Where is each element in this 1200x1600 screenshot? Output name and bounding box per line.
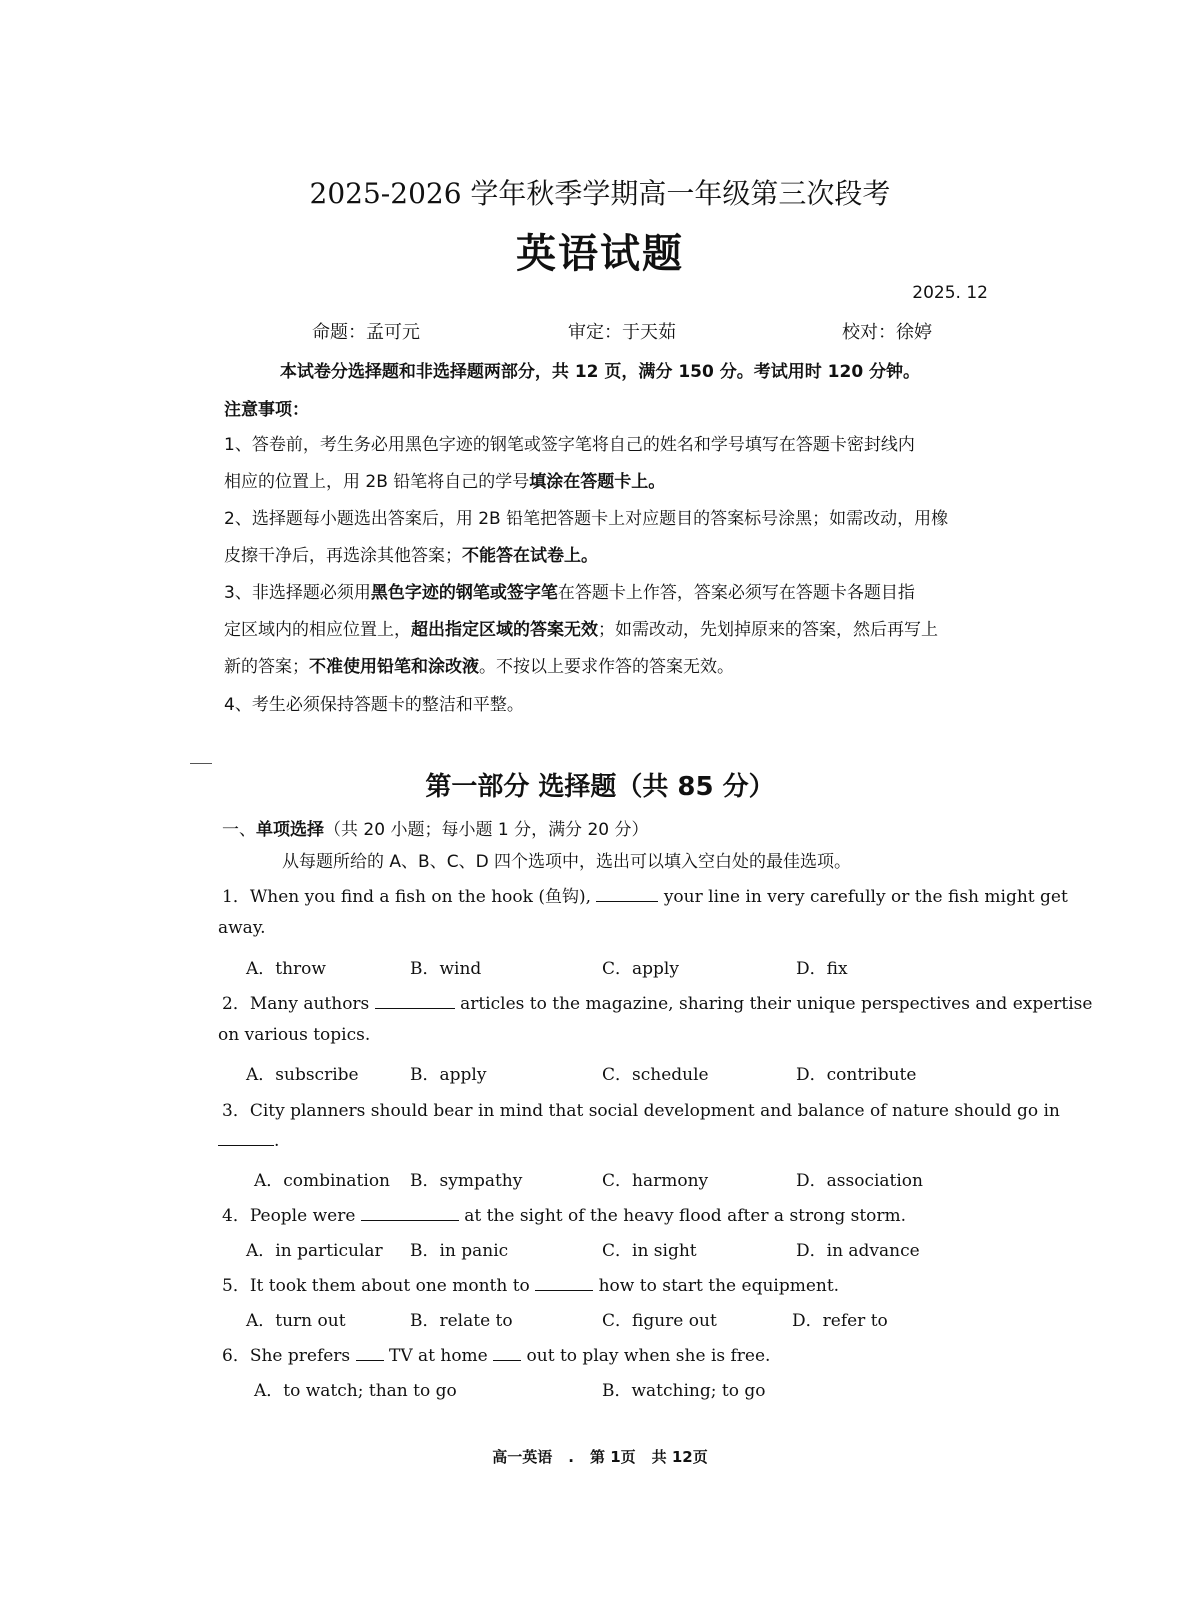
q1-option-a: A．throw (246, 959, 326, 979)
question-2 (222, 989, 1092, 1014)
note-4: 4、考生必须保持答题卡的整洁和平整。 (224, 695, 524, 715)
footer-subject: 高一英语 (492, 1448, 553, 1466)
question-text: People were (249, 1206, 361, 1226)
question-text: articles to the magazine, sharing their unique perspectives and expertise (454, 994, 1093, 1014)
question-6 (222, 1341, 770, 1366)
note-1-text: 相应的位置上，用 2B 铅笔将自己的学号 (224, 472, 530, 492)
answer-blank (361, 1206, 459, 1221)
question-text: at the sight of the heavy flood after a strong storm. (458, 1206, 907, 1226)
answer-blank (493, 1346, 521, 1361)
q4-option-b: B．in panic (410, 1241, 509, 1261)
question-text: . (274, 1131, 280, 1151)
question-text: It took them about one month to (249, 1276, 536, 1296)
answer-blank (356, 1346, 384, 1361)
note-3-text-d: ；如需改动，先划掉原来的答案，然后再写上 (598, 620, 938, 640)
exam-subtitle: 2025-2026 学年秋季学期高一年级第三次段考 (309, 177, 891, 210)
note-2-line-2 (224, 541, 598, 566)
note-2-text: 皮擦干净后，再选涂其他答案； (224, 546, 462, 566)
q4-option-d: D．in advance (796, 1241, 920, 1261)
note-3-bold-c: 不准使用铅笔和涂改液 (309, 657, 479, 677)
question-number: 6． (222, 1346, 250, 1366)
question-text: City planners should bear in mind that social development and balance of nature should go in (249, 1101, 1060, 1121)
question-text: out to play when she is free. (521, 1346, 771, 1366)
q1-option-b: B．wind (410, 959, 482, 979)
q5-option-b: B．relate to (410, 1311, 513, 1331)
section-prefix: 一、 (222, 820, 256, 840)
proofreader-credit: 校对：徐婷 (842, 322, 932, 343)
note-3-text-e: 新的答案； (224, 657, 309, 677)
question-2-continued: on various topics. (218, 1025, 371, 1045)
question-3-continued (218, 1131, 279, 1151)
question-text: She prefers (249, 1346, 356, 1366)
q2-option-b: B．apply (410, 1065, 487, 1085)
question-3 (222, 1096, 1060, 1121)
q5-option-d: D．refer to (792, 1311, 888, 1331)
answer-blank (375, 994, 455, 1009)
question-text: TV at home (383, 1346, 494, 1366)
question-number: 2． (222, 994, 250, 1014)
q2-option-d: D．contribute (796, 1065, 917, 1085)
q5-option-c: C．figure out (602, 1311, 717, 1331)
question-text: how to start the equipment. (593, 1276, 840, 1296)
exam-date: 2025. 12 (912, 283, 988, 303)
note-2-line-1: 2、选择题每小题选出答案后，用 2B 铅笔把答题卡上对应题目的答案标号涂黑；如需改动，用橡 (224, 509, 949, 529)
note-3-line-2 (224, 615, 938, 640)
note-3-line-1 (224, 578, 915, 603)
note-3-text-c: 定区域内的相应位置上， (224, 620, 411, 640)
question-1-continued: away. (218, 918, 266, 938)
reviewer-credit: 审定：于天茹 (568, 322, 676, 343)
notes-title: 注意事项： (224, 400, 309, 420)
question-text: When you find a fish on the hook (鱼钩), (249, 887, 597, 907)
section-detail: （共 20 小题；每小题 1 分，满分 20 分） (324, 820, 649, 840)
q3-option-b: B．sympathy (410, 1171, 523, 1191)
q3-option-a: A．combination (254, 1171, 391, 1191)
page-footer (0, 1446, 1200, 1467)
q4-option-c: C．in sight (602, 1241, 697, 1261)
q1-option-d: D．fix (796, 959, 848, 979)
section-1-heading (222, 815, 649, 840)
exam-intro: 本试卷分选择题和非选择题两部分，共 12 页，满分 150 分。考试用时 120 分钟。 (279, 362, 921, 382)
question-text: your line in very carefully or the fish might get (658, 887, 1068, 907)
section-1-instruction: 从每题所给的 A、B、C、D 四个选项中，选出可以填入空白处的最佳选项。 (282, 852, 852, 872)
note-1-line-2 (224, 467, 665, 492)
note-3-text-a: 3、非选择题必须用 (224, 583, 371, 603)
answer-blank (218, 1131, 274, 1146)
question-number: 1． (222, 887, 250, 907)
q5-option-a: A．turn out (246, 1311, 346, 1331)
footer-page: 第 1页 (589, 1448, 636, 1466)
answer-blank (596, 887, 658, 902)
question-1 (222, 882, 1068, 907)
scan-mark (190, 763, 212, 764)
question-4 (222, 1201, 906, 1226)
q1-option-c: C．apply (602, 959, 679, 979)
q4-option-a: A．in particular (246, 1241, 383, 1261)
question-text: Many authors (249, 994, 375, 1014)
q2-option-c: C．schedule (602, 1065, 709, 1085)
q3-option-c: C．harmony (602, 1171, 709, 1191)
section-name: 单项选择 (256, 820, 324, 840)
footer-total: 共 12页 (651, 1448, 708, 1466)
note-1-bold: 填涂在答题卡上。 (529, 472, 666, 492)
part-1-title: 第一部分 选择题（共 85 分） (425, 772, 775, 802)
q3-option-d: D．association (796, 1171, 923, 1191)
exam-title: 英语试题 (516, 230, 684, 277)
note-2-bold: 不能答在试卷上。 (462, 546, 598, 566)
footer-dot: . (568, 1448, 574, 1466)
note-3-line-3 (224, 652, 734, 677)
q2-option-a: A．subscribe (246, 1065, 359, 1085)
question-number: 3． (222, 1101, 250, 1121)
note-1-line-1: 1、答卷前，考生务必用黑色字迹的钢笔或签字笔将自己的姓名和学号填写在答题卡密封线内 (224, 435, 915, 455)
question-number: 4． (222, 1206, 250, 1226)
note-3-bold-b: 超出指定区域的答案无效 (411, 620, 598, 640)
q6-option-b: B．watching; to go (602, 1381, 766, 1401)
answer-blank (535, 1276, 593, 1291)
note-3-text-f: 。不按以上要求作答的答案无效。 (479, 657, 734, 677)
q6-option-a: A．to watch; than to go (254, 1381, 457, 1401)
note-3-text-b: 在答题卡上作答，答案必须写在答题卡各题目指 (557, 583, 915, 603)
setter-credit: 命题：孟可元 (312, 322, 420, 343)
note-3-bold-a: 黑色字迹的钢笔或签字笔 (370, 583, 558, 603)
question-5 (222, 1271, 839, 1296)
question-number: 5． (222, 1276, 250, 1296)
